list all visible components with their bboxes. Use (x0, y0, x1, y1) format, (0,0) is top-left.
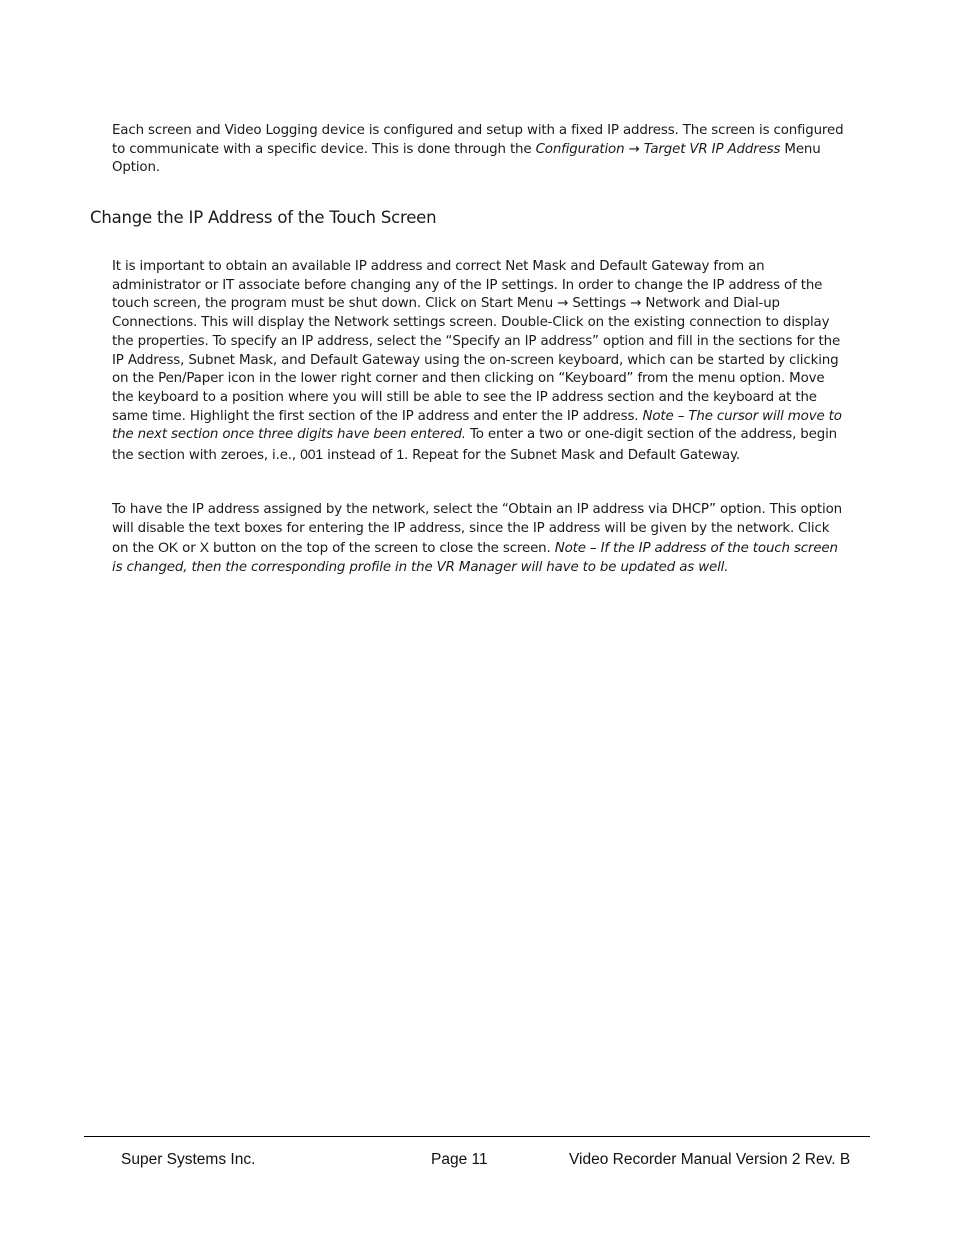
footer-page-number: Page 11 (431, 1151, 488, 1168)
dhcp-text-3: button on the top of the screen to close the screen. (208, 541, 555, 557)
x-label: X (199, 539, 209, 556)
intro-text-end: Menu Option. (112, 141, 821, 176)
dhcp-text: To have the IP address assigned by the network, select the “Obtain an IP address via DHCP” option. This option will disable the text boxes for entering the IP address, since the IP address will be given by the network. Click on the (112, 502, 842, 557)
profile-note: Note – If the IP address of the touch screen is changed, then the corresponding profile in the VR Manager will have to be updated as well. (112, 541, 838, 576)
dhcp-text-2: or (178, 541, 200, 557)
cursor-note: Note – The cursor will move to the next section once three digits have been entered. (112, 408, 842, 443)
dhcp-paragraph (112, 501, 844, 578)
ip-change-text: It is important to obtain an available IP address and correct Net Mask and Default Gateway from an administrator or IT associate before changing any of the IP settings. In order to change the IP address of the touch screen, the program must be shut down. Click on Start Menu → Settings → Network and Dial-up Connections. This will display the Network settings screen. Double-Click on the existing connection to display the properties. To specify an IP address, select the “Specify an IP address” option and fill in the sections for the IP Address, Subnet Mask, and Default Gateway using the on-screen keyboard, which can be started by clicking on the Pen/Paper icon in the lower right corner and then clicking on “Keyboard” from the menu option. Move the keyboard to a position where you will still be able to see the IP address section and the keyboard at the same time. Highlight the first section of the IP address and enter the IP address. (112, 259, 841, 424)
menu-path: Configuration → Target VR IP Address (535, 141, 781, 157)
ok-label: OK (158, 539, 179, 556)
footer-manual-title: Video Recorder Manual Version 2 Rev. B (569, 1151, 851, 1168)
example-code-1: 1 (396, 446, 404, 463)
intro-paragraph (112, 122, 844, 178)
footer-divider (84, 1136, 870, 1137)
ip-change-text-4: . Repeat for the Subnet Mask and Default Gateway. (403, 448, 741, 464)
footer-company: Super Systems Inc. (121, 1151, 256, 1168)
ip-change-text-2: To enter a two or one-digit section of the address, begin the section with zeroes, i.e., (112, 427, 838, 464)
ip-change-paragraph (112, 258, 844, 466)
section-heading: Change the IP Address of the Touch Screen (90, 208, 437, 227)
ip-change-text-3: instead of (323, 448, 397, 464)
example-code-001: 001 (300, 446, 324, 463)
intro-text: Each screen and Video Logging device is configured and setup with a fixed IP address. The screen is configured to communicate with a specific device. This is done through the (112, 123, 844, 157)
